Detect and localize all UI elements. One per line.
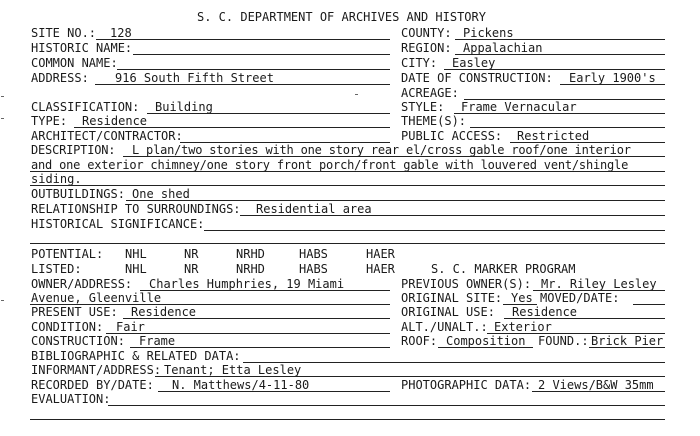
listed-habs: HABS xyxy=(299,262,328,276)
region-value: Appalachian xyxy=(463,41,543,55)
bibliographic-underline xyxy=(243,362,665,363)
potential-label: POTENTIAL: xyxy=(31,247,104,261)
bibliographic-label: BIBLIOGRAPHIC & RELATED DATA: xyxy=(31,349,241,363)
owner-value-line-2: Avenue, Gleenville xyxy=(31,291,162,305)
roof-underline xyxy=(438,347,533,348)
date-construction-underline xyxy=(560,84,665,85)
description-line-1: L plan/two stories with one story rear el/cross gable roof/one interior xyxy=(132,143,631,157)
roof-value: Composition xyxy=(446,334,526,348)
previous-owners-label: PREVIOUS OWNER(S): xyxy=(401,277,532,291)
informant-value: Tenant; Etta Lesley xyxy=(164,363,302,377)
architect-label: ARCHITECT/CONTRACTOR: xyxy=(31,129,183,143)
form-header: S. C. DEPARTMENT OF ARCHIVES AND HISTORY xyxy=(197,10,486,24)
construction-label: CONSTRUCTION: xyxy=(31,334,125,348)
description-underline-3 xyxy=(30,185,665,186)
city-value: Easley xyxy=(452,56,496,70)
construction-value: Frame xyxy=(139,334,176,348)
construction-underline xyxy=(130,347,390,348)
address-label: ADDRESS: xyxy=(31,71,89,85)
potential-nr: NR xyxy=(184,247,199,261)
description-line-2: and one exterior chimney/one story front porch/front gable with louvered vent/shingle xyxy=(31,158,629,172)
style-underline xyxy=(454,113,665,114)
style-label: STYLE: xyxy=(401,100,445,114)
listed-nr: NR xyxy=(184,262,199,276)
evaluation-blank-line xyxy=(30,419,665,420)
county-underline xyxy=(455,39,665,40)
site-no-label: SITE NO.: xyxy=(31,26,97,40)
public-access-label: PUBLIC ACCESS: xyxy=(401,129,503,143)
previous-owners-value: Mr. Riley Lesley xyxy=(541,277,657,291)
common-name-underline xyxy=(117,69,390,70)
marker-program-heading: S. C. MARKER PROGRAM xyxy=(431,262,576,276)
description-line-3: siding. xyxy=(31,172,82,186)
themes-label: THEME(S): xyxy=(401,114,467,128)
photographic-label: PHOTOGRAPHIC DATA: xyxy=(401,378,532,392)
original-use-value: Residence xyxy=(512,305,578,319)
potential-nrhd: NRHD xyxy=(236,247,265,261)
informant-underline xyxy=(155,376,665,377)
present-use-underline xyxy=(123,318,390,319)
outbuildings-value: One shed xyxy=(132,187,190,201)
site-no-underline xyxy=(96,39,390,40)
evaluation-underline xyxy=(108,405,665,406)
city-label: CITY: xyxy=(401,56,438,70)
date-construction-label: DATE OF CONSTRUCTION: xyxy=(401,71,553,85)
city-underline xyxy=(444,69,665,70)
relationship-underline xyxy=(240,215,665,216)
listed-label: LISTED: xyxy=(31,262,82,276)
listed-nhl: NHL xyxy=(125,262,147,276)
original-use-label: ORIGINAL USE: xyxy=(401,305,495,319)
found-label: FOUND.: xyxy=(538,334,589,348)
condition-value: Fair xyxy=(116,320,145,334)
outbuildings-label: OUTBUILDINGS: xyxy=(31,187,125,201)
common-name-label: COMMON NAME: xyxy=(31,56,118,70)
type-value: Residence xyxy=(82,114,148,128)
historic-name-label: HISTORIC NAME: xyxy=(31,41,133,55)
original-site-value: Yes xyxy=(511,291,533,305)
alt-unalt-value: Exterior xyxy=(494,320,552,334)
present-use-value: Residence xyxy=(131,305,197,319)
roof-label: ROOF: xyxy=(401,334,438,348)
relationship-label: RELATIONSHIP TO SURROUNDINGS: xyxy=(31,202,241,216)
potential-habs: HABS xyxy=(299,247,328,261)
informant-label: INFORMANT/ADDRESS: xyxy=(31,363,162,377)
date-construction-value: Early 1900's xyxy=(569,71,656,85)
owner-value-line-1: Charles Humphries, 19 Miami xyxy=(149,277,345,291)
recorded-underline xyxy=(158,391,390,392)
significance-underline xyxy=(204,230,665,231)
present-use-label: PRESENT USE: xyxy=(31,305,118,319)
region-underline xyxy=(455,54,665,55)
themes-underline xyxy=(470,127,665,128)
significance-blank-line xyxy=(30,243,665,244)
potential-haer: HAER xyxy=(366,247,395,261)
classification-label: CLASSIFICATION: xyxy=(31,100,140,114)
listed-nrhd: NRHD xyxy=(236,262,265,276)
original-site-label: ORIGINAL SITE: xyxy=(401,291,503,305)
classification-value: Building xyxy=(155,100,213,114)
description-underline-2 xyxy=(30,171,665,172)
moved-date-underline xyxy=(633,304,665,305)
description-label: DESCRIPTION: xyxy=(31,143,116,157)
acreage-label: ACREAGE: xyxy=(401,86,459,100)
moved-date-label: MOVED/DATE: xyxy=(540,291,620,305)
outbuildings-underline xyxy=(126,200,665,201)
region-label: REGION: xyxy=(401,41,452,55)
potential-nhl: NHL xyxy=(125,247,147,261)
classification-underline xyxy=(147,113,390,114)
recorded-value: N. Matthews/4-11-80 xyxy=(172,378,310,392)
relationship-value: Residential area xyxy=(256,202,372,216)
alt-unalt-label: ALT./UNALT.: xyxy=(401,320,488,334)
evaluation-label: EVALUATION: xyxy=(31,392,111,406)
owner-underline-1 xyxy=(140,290,390,291)
public-access-value: Restricted xyxy=(517,129,590,143)
photographic-value: 2 Views/B&W 35mm xyxy=(538,378,654,392)
condition-label: CONDITION: xyxy=(31,320,104,334)
address-value: 916 South Fifth Street xyxy=(115,71,274,85)
found-value: Brick Pier xyxy=(591,334,664,348)
style-value: Frame Vernacular xyxy=(461,100,577,114)
address-underline xyxy=(95,84,390,85)
county-label: COUNTY: xyxy=(401,26,452,40)
historic-name-underline xyxy=(133,54,390,55)
listed-haer: HAER xyxy=(366,262,395,276)
found-underline xyxy=(589,347,665,348)
description-underline-1 xyxy=(123,156,665,157)
site-no-value: 128 xyxy=(110,26,132,40)
recorded-label: RECORDED BY/DATE: xyxy=(31,378,154,392)
significance-label: HISTORICAL SIGNIFICANCE: xyxy=(31,217,205,231)
type-underline xyxy=(74,127,390,128)
owner-label: OWNER/ADDRESS: xyxy=(31,277,133,291)
original-use-underline xyxy=(504,318,665,319)
type-label: TYPE: xyxy=(31,114,68,128)
photographic-underline xyxy=(532,391,665,392)
county-value: Pickens xyxy=(463,26,514,40)
